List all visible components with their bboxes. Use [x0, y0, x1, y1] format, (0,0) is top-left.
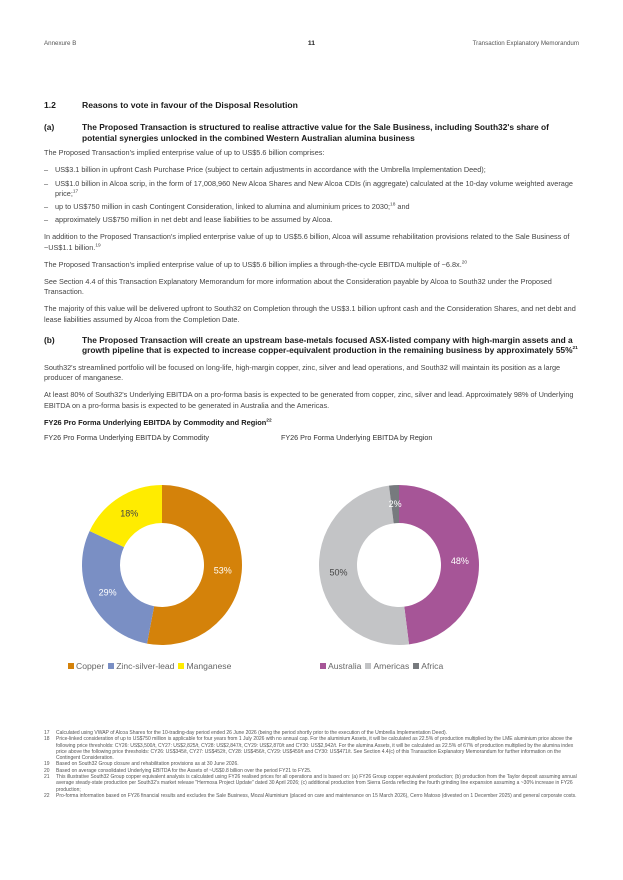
footnote: 19 Based on South32 Group closure and rehabilitation provisions as at 30 June 2026.: [44, 761, 239, 768]
paragraph: See Section 4.4 of this Transaction Explanatory Memorandum for more information about the Consideration payable by Alcoa to South32 under the Proposed Transaction.: [44, 277, 552, 297]
region-donut-chart: [284, 455, 524, 680]
header-left: Annexure B: [44, 40, 77, 47]
paragraph: South32's streamlined portfolio will be focused on long-life, high-margin copper, zinc, silver and lead operations, and South32 will maintain its position as a large producer of manganese.: [44, 363, 561, 383]
subsection-b-heading: [44, 335, 579, 356]
charts-heading: FY26 Pro Forma Underlying EBITDA by Commodity and Region$^{22}$: [44, 417, 272, 427]
list-item: – approximately US$750 million in net debt and lease liabilities to be assumed by Alcoa.: [44, 215, 579, 225]
legend-swatch: [178, 663, 184, 669]
subsection-a-intro: The Proposed Transaction's implied enterprise value of up to US$5.6 billion comprises:: [44, 148, 325, 158]
section-heading: [44, 100, 579, 110]
page-number: 11: [307, 40, 316, 47]
footnote: 21 This illustrative South32 Group copper equivalent analysis is calculated using FY26 realised prices for all operations and is based on: (a) FY26 Group copper equivalent production; (b) production from the Taylor deposit assuming annual average steady-state production per South32's market release "Hermosa Project Update" dated 30 April 2026; (c) additional production from Sierra Gorda reflecting the fourth grinding line expansion assuming a ~30% increase in FY26 production;: [44, 774, 577, 793]
legend-label: Copper: [76, 661, 105, 671]
footnote: 17 Calculated using VWAP of Alcoa Shares for the 10-trading-day period ended 26 June 2026 (being the period shortly prior to the execution of the Umbrella Implementation Deed).: [44, 730, 448, 736]
legend-label: Australia: [328, 661, 362, 671]
legend-label: Africa: [421, 661, 444, 671]
main-content: [44, 100, 579, 442]
legend-swatch: [320, 663, 326, 669]
section-title: Reasons to vote in favour of the Disposal Resolution: [82, 100, 298, 110]
footnote: 22 Pro-forma information based on FY26 financial results and excludes the Sale Business, Mozal Aluminium (placed on care and maintenance on 15 March 2026), Cerro Matoso (divested on 1 December 2025) and general corporate costs.: [44, 792, 577, 799]
subsection-a-label: (a): [44, 122, 55, 132]
legend-swatch: [365, 663, 371, 669]
value-components-list: [44, 165, 579, 225]
region-legend: [320, 661, 447, 671]
paragraph: The majority of this value will be delivered upfront to South32 on Completion through the US$3.1 billion upfront cash and the Consideration Shares, and net debt and lease liabilities assumed by Alcoa from the Completion Date.: [44, 304, 576, 324]
slice-zinc-silver-lead: [82, 531, 154, 644]
paragraph: At least 80% of South32's Underlying EBITDA on a pro-forma basis is expected to be generated from copper, zinc, silver and lead. Approximately 98% of Underlying EBITDA on a pro-forma basis is expected to be generated in Australia and the Americas.: [44, 390, 574, 410]
data-label: 18%: [120, 508, 139, 519]
legend-label: Manganese: [186, 661, 232, 671]
charts-area: [44, 455, 579, 680]
chart-title-region: FY26 Pro Forma Underlying EBITDA by Region: [281, 432, 433, 442]
legend-entry: [365, 661, 409, 671]
subsection-b-title: The Proposed Transaction will create an upstream base-metals focused ASX-listed company with high-margin assets and a growth pipeline that is expected to increase copper-equivalent production in the remaining business by approximately 55%$^{21}$: [82, 334, 578, 356]
legend-label: Zinc-silver-lead: [116, 661, 175, 671]
legend-entry: [413, 661, 443, 671]
subsection-a-heading: [44, 122, 579, 143]
commodity-legend: [68, 661, 235, 671]
paragraph: The Proposed Transaction's implied enterprise value of up to US$5.6 billion implies a through-the-cycle EBITDA multiple of ~6.8x.$^{20}$: [44, 259, 468, 269]
legend-entry: [178, 661, 231, 671]
subsection-b-label: (b): [44, 334, 55, 345]
subsection-a-title: The Proposed Transaction is structured to realise attractive value for the Sale Business, including South32's share of potential synergies unlocked in the combined Western Australian alumina business: [82, 122, 549, 143]
footnote: 18 Price-linked consideration of up to US$750 million is applicable for four years from 1 July 2026 with no annual cap. For the aluminium Assets, it will be calculated as 22.5% of production multiplied by the LME aluminium price above the following price thresholds: CY26: US$3,500/t, CY27: US$2,825/t, CY28: US$2,847/t, CY29: US$2,870/t and CY30: US$2,942/t. For the alumina Assets, it will be calculated as 22.5% of 67% of production multiplied by the alumina index price above the following price thresholds: CY26: US$345/t, CY27: US$452/t, CY28: US$456/t, CY29: US$459/t and CY30: US$471/t. See Section 4.4(c) of this Transaction Explanatory Memorandum for further information on the Contingent Consideration.: [44, 736, 574, 762]
data-label: 50%: [329, 567, 348, 578]
legend-swatch: [68, 663, 74, 669]
legend-label: Americas: [373, 661, 410, 671]
legend-entry: [108, 661, 174, 671]
data-label: 53%: [213, 565, 232, 576]
header-right: Transaction Explanatory Memorandum: [472, 40, 579, 47]
footnotes: [44, 730, 579, 799]
list-item: – up to US$750 million in cash Contingent Consideration, linked to alumina and aluminium prices to 2030;$^{18}$ and: [44, 202, 579, 212]
chart-title-commodity: FY26 Pro Forma Underlying EBITDA by Commodity: [44, 432, 209, 442]
paragraph: In addition to the Proposed Transaction's implied enterprise value of up to US$5.6 billion, Alcoa will assume rehabilitation provisions related to the Sale Business of ~US$1.1 billion.$^{19}$: [44, 232, 570, 252]
data-label: 48%: [450, 556, 469, 567]
legend-swatch: [108, 663, 114, 669]
chart-titles: [44, 433, 579, 442]
data-label: 29%: [98, 587, 117, 598]
data-label: 2%: [388, 499, 402, 510]
commodity-donut-chart: [44, 455, 274, 680]
section-number: 1.2: [44, 100, 56, 110]
legend-swatch: [413, 663, 419, 669]
legend-entry: [320, 661, 361, 671]
legend-entry: [68, 661, 104, 671]
list-item: – US$3.1 billion in upfront Cash Purchase Price (subject to certain adjustments in accordance with the Umbrella Implementation Deed);: [44, 165, 579, 175]
footnote: 20 Based on average consolidated Underlying EBITDA for the Assets of ~US$0.8 billion over the period FY21 to FY25.: [44, 767, 312, 774]
list-item: – US$1.0 billion in Alcoa scrip, in the form of 17,008,960 New Alcoa Shares and New Alcoa CDIs (in aggregate) calculated at the 10-day volume weighted average price;$^{17}$: [44, 179, 579, 199]
